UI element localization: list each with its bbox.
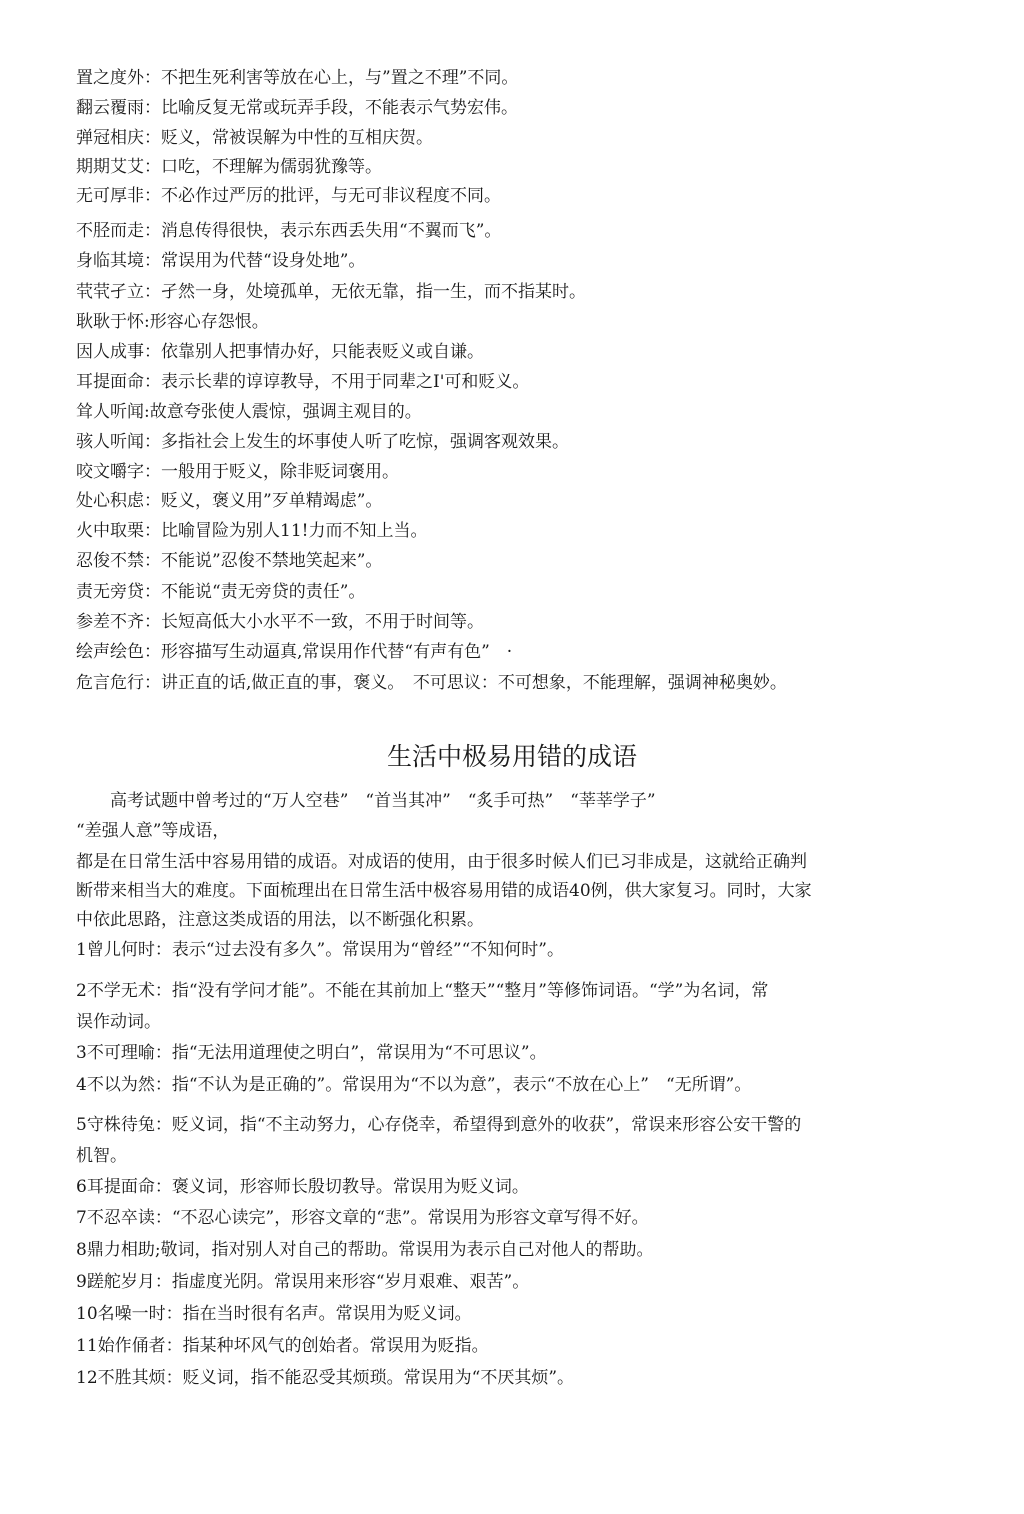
term-line: 火中取栗：比喻冒险为别人11!力而不知上当。 [76,521,428,541]
intro-line: 高考试题中曾考过的“万人空巷” “首当其冲” “炙手可热” “莘莘学子” [76,791,656,811]
list-item: 7不忍卒读：“不忍心读完”，形容文章的“悲”。常误用为形容文章写得不好。 [76,1208,649,1228]
list-item: 3不可理喻：指“无法用道理使之明白”，常误用为“不可思议”。 [76,1043,547,1063]
term-line: 耿耿于怀:形容心存怨恨。 [76,312,269,332]
term-line: 参差不齐：长短高低大小水平不一致，不用于时间等。 [76,612,484,632]
list-item: 机智。 [76,1146,127,1166]
term-line: 身临其境：常误用为代替“设身处地”。 [76,251,366,271]
intro-line: “差强人意”等成语， [76,821,230,841]
intro-line: 断带来相当大的难度。下面梳理出在日常生活中极容易用错的成语40例，供大家复习。同时，大家 [76,881,812,901]
term-line: 茕茕孑立：孑然一身，处境孤单，无依无靠，指一生，而不指某时。 [76,282,586,302]
intro-line: 中依此思路，注意这类成语的用法，以不断强化积累。 [76,910,484,930]
term-line: 无可厚非：不必作过严厉的批评，与无可非议程度不同。 [76,186,501,206]
term-line: 骇人听闻：多指社会上发生的坏事使人听了吃惊，强调客观效果。 [76,432,569,452]
list-item: 12不胜其烦：贬义词，指不能忍受其烦琐。常误用为“不厌其烦”。 [76,1368,575,1388]
term-line: 弹冠相庆：贬义，常被误解为中性的互相庆贺。 [76,128,433,148]
term-line: 耳提面命：表示长辈的谆谆教导，不用于同辈之I'可和贬义。 [76,372,530,392]
term-line: 责无旁贷：不能说“责无旁贷的责任”。 [76,582,366,602]
term-line: 忍俊不禁：不能说”忍俊不禁地笑起来”。 [76,551,383,571]
term-line: 翻云覆雨：比喻反复无常或玩弄手段，不能表示气势宏伟。 [76,98,518,118]
intro-line: 都是在日常生活中容易用错的成语。对成语的使用，由于很多时候人们已习非成是，这就给正确判 [76,852,807,872]
list-item: 9蹉舵岁月：指虚度光阴。常误用来形容“岁月艰难、艰苦”。 [76,1272,530,1292]
list-item: 11始作俑者：指某种坏风气的创始者。常误用为贬指。 [76,1336,489,1356]
term-line: 危言危行：讲正直的话,做正直的事，褒义。 不可思议：不可想象，不能理解，强调神秘奥妙。 [76,673,787,693]
term-line: 期期艾艾：口吃，不理解为儒弱犹豫等。 [76,157,382,177]
list-item: 误作动词。 [76,1012,161,1032]
term-line: 置之度外：不把生死利害等放在心上，与”置之不理”不同。 [76,68,519,88]
term-line: 处心积虑：贬义，褒义用”歹单精竭虑”。 [76,491,383,511]
list-item: 10名噪一时：指在当时很有名声。常误用为贬义词。 [76,1304,472,1324]
list-item: 5守株待兔：贬义词，指“不主动努力，心存侥幸，希望得到意外的收获”，常误来形容公安干警的 [76,1115,802,1135]
term-line: 因人成事：依靠别人把事情办好，只能表贬义或自谦。 [76,342,484,362]
term-line: 咬文嚼字：一般用于贬义，除非贬词褒用。 [76,462,399,482]
list-item: 4不以为然：指“不认为是正确的”。常误用为“不以为意”，表示“不放在心上” “无所谓”。 [76,1075,752,1095]
list-item: 2不学无术：指“没有学问才能”。不能在其前加上“整天”“整月”等修饰词语。“学”为名词，常 [76,981,769,1001]
list-item: 1曾儿何时：表示“过去没有多久”。常误用为“曾经”“不知何时”。 [76,940,564,960]
term-line: 耸人听闻:故意夸张使人震惊，强调主观目的。 [76,402,422,422]
term-line: 不胫而走：消息传得很快，表示东西丢失用“不翼而飞”。 [76,221,502,241]
list-item: 6耳提面命：褒义词，形容师长殷切教导。常误用为贬义词。 [76,1177,529,1197]
term-line: 绘声绘色：形容描写生动逼真,常误用作代替“有声有色” · [76,642,513,662]
list-item: 8鼎力相助;敬词，指对别人对自己的帮助。常误用为表示自己对他人的帮助。 [76,1240,654,1260]
section-title: 生活中极易用错的成语 [386,742,637,771]
